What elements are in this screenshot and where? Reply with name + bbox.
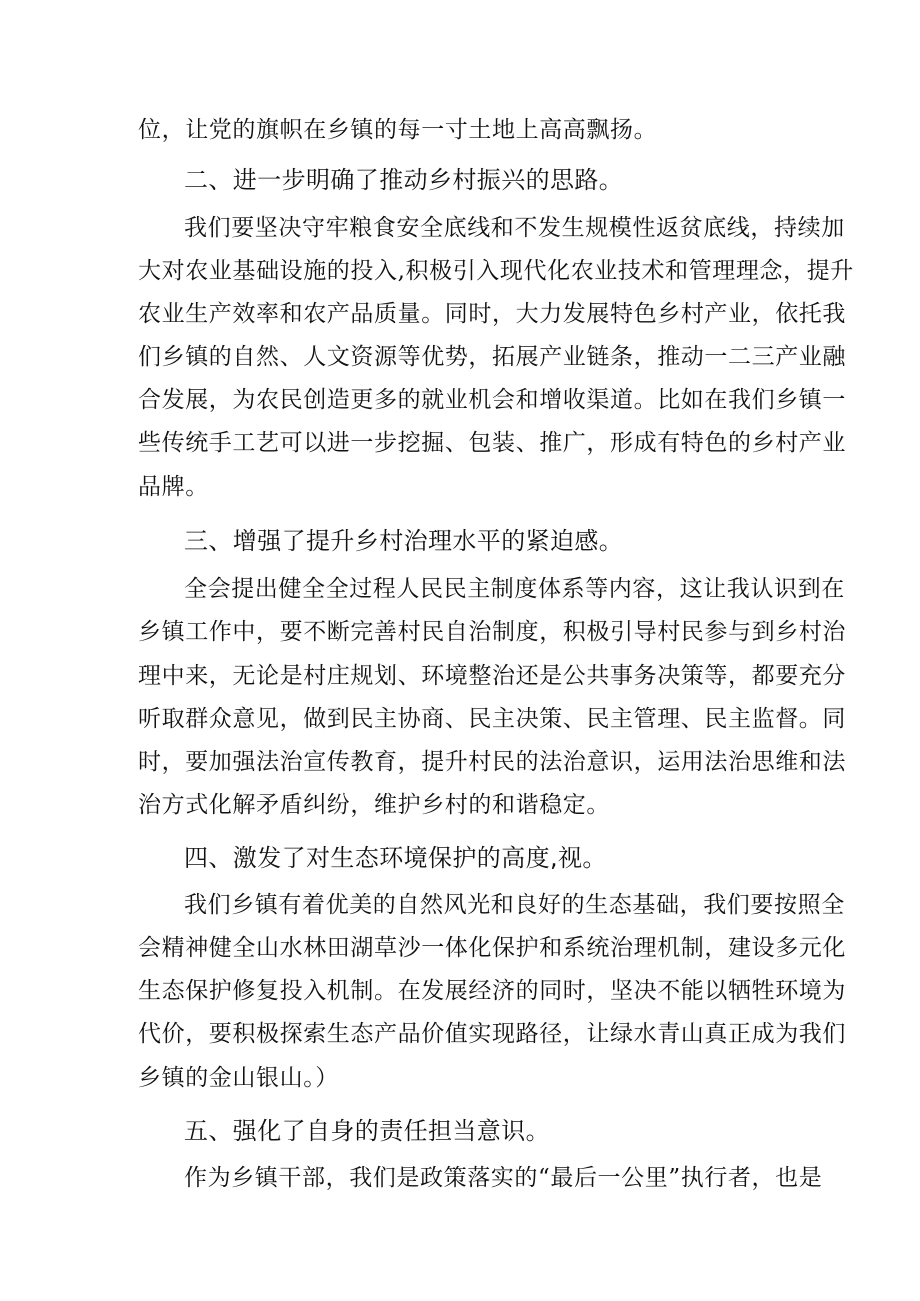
paragraph-line: 大对农业基础设施的投入,积极引入现代化农业技术和管理理念，提升 — [138, 258, 854, 284]
paragraph-line: 们乡镇的自然、人文资源等优势，拓展产业链条，推动一二三产业融 — [138, 344, 846, 370]
paragraph-line: 听取群众意见，做到民主协商、民主决策、民主管理、民主监督。同 — [138, 706, 846, 732]
paragraph-line: 生态保护修复投入机制。在发展经济的同时，坚决不能以牺牲环境为 — [138, 978, 846, 1004]
paragraph-line: 全会提出健全全过程人民民主制度体系等内容，这让我认识到在 — [184, 576, 845, 602]
paragraph-line: 我们乡镇有着优美的自然风光和良好的生态基础，我们要按照全 — [184, 892, 845, 918]
paragraph-line: 会精神健全山水林田湖草沙一体化保护和系统治理机制，建设多元化 — [138, 935, 846, 961]
paragraph-line: 代价，要积极探索生态产品价值实现路径，让绿水青山真正成为我们 — [138, 1021, 846, 1047]
paragraph-line: 些传统手工艺可以进一步挖掘、包装、推广，形成有特色的乡村产业 — [138, 430, 846, 456]
section-heading-4: 四、激发了对生态环境保护的高度,视。 — [184, 844, 607, 872]
paragraph-line: 品牌。 — [138, 474, 209, 500]
paragraph-line: 治方式化解矛盾纠纷，维护乡村的和谐稳定。 — [138, 792, 610, 818]
paragraph-line: 位，让党的旗帜在乡镇的每一寸土地上高高飘扬。 — [138, 117, 658, 143]
paragraph-line: 乡镇工作中，要不断完善村民自治制度，积极引导村民参与到乡村治 — [138, 619, 846, 645]
paragraph-line: 时，要加强法治宣传教育，提升村民的法治意识，运用法治思维和法 — [138, 749, 846, 775]
paragraph-line: 合发展，为农民创造更多的就业机会和增收渠道。比如在我们乡镇一 — [138, 387, 846, 413]
section-heading-5: 五、强化了自身的责任担当意识。 — [184, 1117, 550, 1145]
paragraph-line: 作为乡镇干部，我们是政策落实的“最后一公里”执行者，也是 — [184, 1165, 823, 1191]
section-heading-3: 三、增强了提升乡村治理水平的紧迫感。 — [184, 527, 624, 555]
paragraph-line: 我们要坚决守牢粮食安全底线和不发生规模性返贫底线，持续加 — [184, 215, 845, 241]
paragraph-line: 乡镇的金山银山。） — [138, 1065, 339, 1091]
section-heading-2: 二、进一步明确了推动乡村振兴的思路。 — [184, 166, 624, 194]
paragraph-line: 理中来，无论是村庄规划、环境整治还是公共事务决策等，都要充分 — [138, 663, 846, 689]
paragraph-line: 农业生产效率和农产品质量。同时，大力发展特色乡村产业，依托我 — [138, 301, 846, 327]
